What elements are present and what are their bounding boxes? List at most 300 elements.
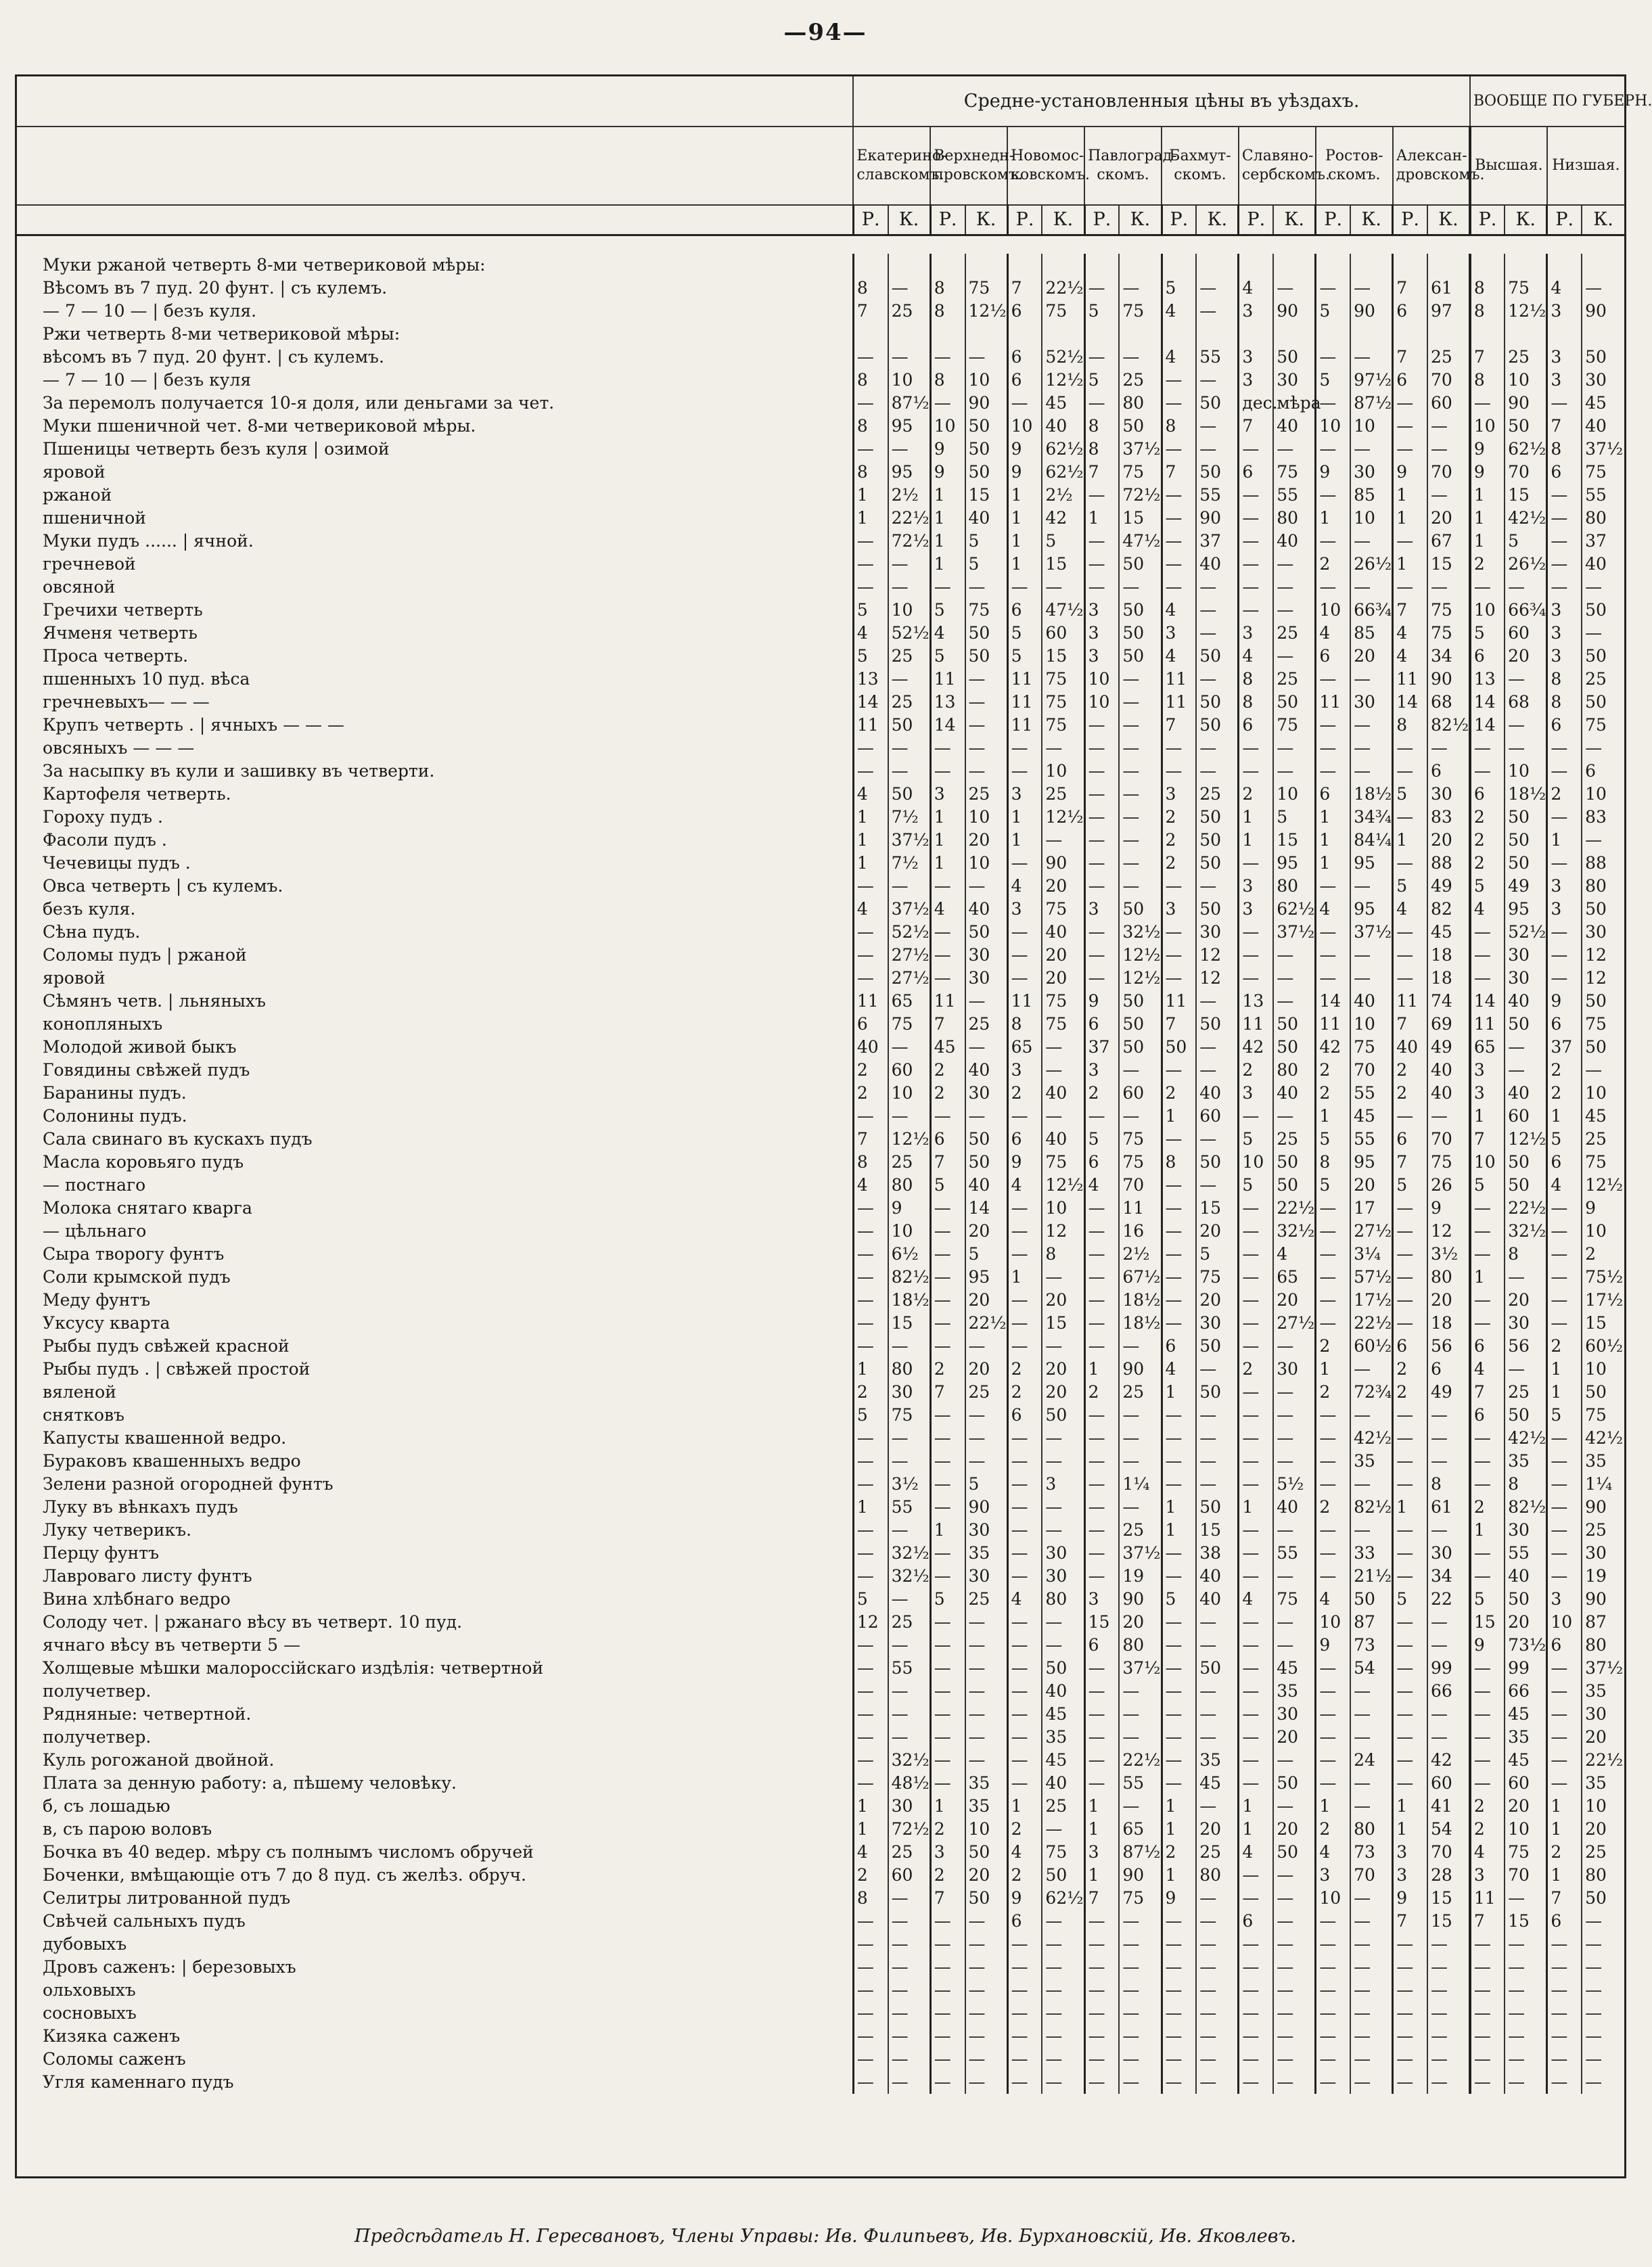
kop-cell: 10 bbox=[1273, 783, 1316, 806]
row-label: Бочка въ 40 ведер. мѣру съ полнымъ числомъ обручей bbox=[43, 1841, 534, 1862]
rub-cell: 1 bbox=[1007, 530, 1042, 553]
rub-cell: — bbox=[1007, 944, 1042, 967]
rub-cell: — bbox=[1007, 1243, 1042, 1266]
rub-cell: — bbox=[1316, 1749, 1350, 1772]
kop-cell: — bbox=[1350, 1404, 1393, 1427]
kop-cell: — bbox=[1350, 1703, 1393, 1726]
kop-cell: 80 bbox=[1273, 1059, 1316, 1082]
rub-cell: — bbox=[1162, 1634, 1196, 1657]
rub-cell: — bbox=[930, 2071, 965, 2094]
rub-cell: 2 bbox=[1084, 1082, 1119, 1105]
rub-cell: 6 bbox=[930, 1128, 965, 1151]
kop-cell bbox=[888, 254, 931, 277]
rub-cell: — bbox=[1007, 1956, 1042, 1979]
kop-cell: 70 bbox=[1505, 1864, 1547, 1887]
kop-cell: 17½ bbox=[1582, 1289, 1624, 1312]
rub-cell: 1 bbox=[930, 806, 965, 829]
kop-cell: 87 bbox=[1582, 1611, 1624, 1634]
rub-cell: 2 bbox=[1162, 806, 1196, 829]
kop-cell: 69 bbox=[1427, 1013, 1470, 1036]
rub-cell: 4 bbox=[1239, 277, 1273, 300]
row-label: Картофеля четверть. bbox=[43, 783, 231, 804]
rub-cell: — bbox=[1393, 1956, 1427, 1979]
kop-cell: 75 bbox=[1042, 990, 1084, 1013]
rub-cell: 8 bbox=[1393, 714, 1427, 737]
rub-cell: — bbox=[1239, 1243, 1273, 1266]
rub-cell: — bbox=[1084, 806, 1119, 829]
price-row bbox=[17, 1036, 1624, 1059]
kop-cell: — bbox=[1119, 1933, 1162, 1956]
rub-cell: 6 bbox=[1239, 1910, 1273, 1933]
kop-cell: 12 bbox=[1042, 1220, 1084, 1243]
kop-cell: — bbox=[965, 1910, 1008, 1933]
kop-cell: 20 bbox=[1196, 1220, 1239, 1243]
rub-cell: — bbox=[1162, 1289, 1196, 1312]
rub-cell: 1 bbox=[1547, 1105, 1582, 1128]
rub-cell: 10 bbox=[1470, 1151, 1505, 1174]
rub-cell: 10 bbox=[1316, 1611, 1350, 1634]
row-label: Фасоли пудъ . bbox=[43, 829, 167, 850]
row-label: Солонины пудъ. bbox=[43, 1105, 187, 1126]
rub-cell: 3 bbox=[1084, 898, 1119, 921]
kop-cell: — bbox=[888, 346, 931, 369]
kop-cell: — bbox=[888, 1588, 931, 1611]
row-label: овсяныхъ — — — bbox=[43, 737, 195, 758]
kop-cell: — bbox=[1350, 2025, 1393, 2048]
rub-cell: — bbox=[1007, 1933, 1042, 1956]
row-label: в, съ парою воловъ bbox=[43, 1818, 212, 1839]
kop-cell: — bbox=[1042, 1059, 1084, 1082]
rub-cell: 10 bbox=[930, 415, 965, 438]
kop-cell: 25 bbox=[888, 1841, 931, 1864]
kop-cell: 6 bbox=[1427, 760, 1470, 783]
row-label: Гороху пудъ . bbox=[43, 806, 163, 827]
kop-cell: — bbox=[1273, 1933, 1316, 1956]
rub-cell: — bbox=[1393, 944, 1427, 967]
rub-cell: 6 bbox=[1162, 1335, 1196, 1358]
rub-cell: 11 bbox=[1470, 1013, 1505, 1036]
kop-cell: — bbox=[1042, 1979, 1084, 2002]
rub-cell: — bbox=[1470, 2025, 1505, 2048]
kop-cell: 15 bbox=[1427, 1887, 1470, 1910]
kop-cell: 22½ bbox=[1505, 1197, 1547, 1220]
rub-cell: — bbox=[1162, 484, 1196, 507]
rub-cell: 4 bbox=[930, 898, 965, 921]
kop-cell: 16 bbox=[1119, 1220, 1162, 1243]
kop-cell: — bbox=[965, 1933, 1008, 1956]
rub-cell: — bbox=[853, 1289, 888, 1312]
rub-cell: — bbox=[1470, 1312, 1505, 1335]
price-row bbox=[17, 2025, 1624, 2048]
kop-cell: 55 bbox=[1273, 1542, 1316, 1565]
kop-cell: 97 bbox=[1427, 300, 1470, 323]
kop-cell: — bbox=[1042, 1266, 1084, 1289]
kop-cell: 15 bbox=[1427, 1910, 1470, 1933]
kop-cell: — bbox=[1119, 1910, 1162, 1933]
price-row bbox=[17, 898, 1624, 921]
kop-cell: 66 bbox=[1505, 1680, 1547, 1703]
rub-cell: 11 bbox=[1162, 668, 1196, 691]
kop-unit-header: К. bbox=[1350, 205, 1393, 235]
kop-cell: 18½ bbox=[1119, 1289, 1162, 1312]
rub-cell: — bbox=[1316, 875, 1350, 898]
rub-cell: 8 bbox=[853, 369, 888, 392]
rub-cell: — bbox=[853, 1473, 888, 1496]
kop-cell: 50 bbox=[1273, 1036, 1316, 1059]
rub-cell: 2 bbox=[930, 1864, 965, 1887]
rub-cell: 2 bbox=[1316, 1818, 1350, 1841]
kop-cell: — bbox=[1119, 714, 1162, 737]
kop-cell: — bbox=[1427, 1979, 1470, 2002]
rub-cell: — bbox=[1393, 2071, 1427, 2094]
kop-cell: — bbox=[888, 438, 931, 461]
rub-cell: 1 bbox=[1007, 507, 1042, 530]
kop-cell: 75 bbox=[1042, 691, 1084, 714]
kop-cell: 75 bbox=[1042, 898, 1084, 921]
kop-cell bbox=[1042, 323, 1084, 346]
rub-cell: — bbox=[1547, 737, 1582, 760]
rub-cell: 5 bbox=[1393, 1174, 1427, 1197]
price-row bbox=[17, 806, 1624, 829]
rub-cell: — bbox=[1547, 1312, 1582, 1335]
kop-cell: 66¾ bbox=[1505, 599, 1547, 622]
kop-cell: 30 bbox=[1582, 1703, 1624, 1726]
rub-cell: 13 bbox=[853, 668, 888, 691]
row-label: Муки пшеничной чет. 8-ми четвериковой мѣры. bbox=[43, 415, 476, 436]
rub-cell: 3 bbox=[1239, 875, 1273, 898]
kop-cell: 30 bbox=[1505, 944, 1547, 967]
kop-cell: 7½ bbox=[888, 852, 931, 875]
rub-cell: — bbox=[1162, 1772, 1196, 1795]
rub-cell: 5 bbox=[1393, 875, 1427, 898]
kop-cell: — bbox=[965, 2025, 1008, 2048]
kop-cell: — bbox=[965, 714, 1008, 737]
kop-cell: 12½ bbox=[1505, 300, 1547, 323]
rub-cell: — bbox=[1162, 1312, 1196, 1335]
rub-cell: — bbox=[1547, 1450, 1582, 1473]
kop-cell: 27½ bbox=[1273, 1312, 1316, 1335]
rub-cell: — bbox=[930, 967, 965, 990]
kop-cell: 26½ bbox=[1505, 553, 1547, 576]
rub-unit-header: Р. bbox=[1084, 205, 1119, 235]
price-row bbox=[17, 1588, 1624, 1611]
kop-cell: мѣра bbox=[1273, 392, 1316, 415]
kop-cell: 30 bbox=[1042, 1542, 1084, 1565]
kop-cell: 25 bbox=[888, 645, 931, 668]
row-label: ржаной bbox=[43, 484, 112, 505]
kop-cell: 60 bbox=[1119, 1082, 1162, 1105]
rub-cell: — bbox=[1393, 760, 1427, 783]
kop-cell: 25 bbox=[1042, 783, 1084, 806]
rub-cell: — bbox=[1547, 553, 1582, 576]
row-label: Капусты квашенной ведро. bbox=[43, 1427, 287, 1448]
district-header: Бахмут-скомъ. bbox=[1162, 127, 1239, 205]
kop-cell: 25 bbox=[888, 1611, 931, 1634]
kop-cell: 60 bbox=[1505, 622, 1547, 645]
row-label: Сыра творогу фунтъ bbox=[43, 1243, 225, 1264]
rub-cell: 65 bbox=[1470, 1036, 1505, 1059]
kop-cell: 75 bbox=[1042, 1841, 1084, 1864]
kop-cell: — bbox=[888, 553, 931, 576]
rub-cell: 15 bbox=[1470, 1611, 1505, 1634]
kop-cell: 12 bbox=[1582, 944, 1624, 967]
row-label: Рядняные: четвертной. bbox=[43, 1703, 252, 1724]
rub-cell: 5 bbox=[1084, 300, 1119, 323]
rub-cell: 2 bbox=[1470, 1818, 1505, 1841]
rub-cell: 6 bbox=[1239, 714, 1273, 737]
kop-cell: 22½ bbox=[1042, 277, 1084, 300]
rub-cell: — bbox=[1084, 1220, 1119, 1243]
rub-cell: — bbox=[1316, 668, 1350, 691]
rub-cell: — bbox=[853, 1220, 888, 1243]
rub-cell: 8 bbox=[1162, 415, 1196, 438]
rub-cell bbox=[1393, 323, 1427, 346]
kop-cell: — bbox=[1273, 1335, 1316, 1358]
kop-cell: — bbox=[1119, 576, 1162, 599]
kop-cell: — bbox=[965, 1634, 1008, 1657]
rub-cell: — bbox=[853, 1197, 888, 1220]
kop-cell: — bbox=[1350, 1887, 1393, 1910]
rub-cell: — bbox=[853, 1427, 888, 1450]
kop-cell: 99 bbox=[1427, 1657, 1470, 1680]
rub-cell: 1 bbox=[1470, 484, 1505, 507]
kop-cell: 35 bbox=[1505, 1726, 1547, 1749]
rub-cell: — bbox=[1239, 1105, 1273, 1128]
rub-cell: — bbox=[1084, 484, 1119, 507]
kop-cell bbox=[1582, 323, 1624, 346]
rub-cell: — bbox=[1162, 438, 1196, 461]
rub-cell: — bbox=[1084, 1703, 1119, 1726]
kop-cell: 15 bbox=[1427, 553, 1470, 576]
rub-cell: 14 bbox=[1393, 691, 1427, 714]
price-row bbox=[17, 346, 1624, 369]
rub-cell: 4 bbox=[1316, 1841, 1350, 1864]
kop-cell: 25 bbox=[965, 783, 1008, 806]
rub-cell: — bbox=[1470, 1956, 1505, 1979]
rub-cell: 5 bbox=[1470, 875, 1505, 898]
kop-cell: 25 bbox=[1196, 1841, 1239, 1864]
rub-cell: — bbox=[1239, 599, 1273, 622]
rub-cell: — bbox=[1007, 1680, 1042, 1703]
kop-cell: — bbox=[1273, 2048, 1316, 2071]
price-row bbox=[17, 1427, 1624, 1450]
rub-cell: 4 bbox=[1239, 1841, 1273, 1864]
kop-cell: 6 bbox=[1427, 1358, 1470, 1381]
price-row bbox=[17, 323, 1624, 346]
rub-cell: — bbox=[1316, 1933, 1350, 1956]
kop-cell: — bbox=[1273, 1105, 1316, 1128]
rub-cell: 4 bbox=[1547, 277, 1582, 300]
row-label: Плата за денную работу: а, пѣшему человѣку. bbox=[43, 1772, 457, 1793]
rub-cell: 2 bbox=[853, 1381, 888, 1404]
rub-cell: 1 bbox=[1239, 806, 1273, 829]
rub-cell: — bbox=[1393, 1933, 1427, 1956]
rub-cell: — bbox=[1547, 2025, 1582, 2048]
kop-cell: 20 bbox=[1273, 1726, 1316, 1749]
rub-unit-header: Р. bbox=[930, 205, 965, 235]
rub-cell: — bbox=[1393, 1266, 1427, 1289]
price-row bbox=[17, 714, 1624, 737]
rub-cell: — bbox=[1084, 1312, 1119, 1335]
rub-cell: — bbox=[1162, 1565, 1196, 1588]
rub-cell: — bbox=[1393, 1611, 1427, 1634]
kop-cell: — bbox=[888, 737, 931, 760]
kop-cell: 12½ bbox=[965, 300, 1008, 323]
kop-cell: 50 bbox=[1350, 1588, 1393, 1611]
kop-cell: 10 bbox=[888, 1082, 931, 1105]
page-number: —94— bbox=[783, 19, 867, 46]
rub-cell: 6 bbox=[1007, 300, 1042, 323]
kop-cell: — bbox=[965, 1979, 1008, 2002]
kop-cell: — bbox=[1505, 576, 1547, 599]
kop-cell: — bbox=[1119, 760, 1162, 783]
kop-cell: — bbox=[1042, 1036, 1084, 1059]
kop-cell bbox=[1350, 323, 1393, 346]
kop-cell: 40 bbox=[965, 1174, 1008, 1197]
rub-cell: — bbox=[1393, 1289, 1427, 1312]
kop-cell bbox=[1273, 323, 1316, 346]
rub-cell: 9 bbox=[1470, 461, 1505, 484]
kop-cell: 30 bbox=[888, 1795, 931, 1818]
kop-cell: 49 bbox=[1427, 875, 1470, 898]
rub-cell: — bbox=[1084, 829, 1119, 852]
kop-cell: 20 bbox=[1505, 1795, 1547, 1818]
kop-cell: 56 bbox=[1505, 1335, 1547, 1358]
rub-cell: — bbox=[1547, 392, 1582, 415]
kop-cell: 25 bbox=[1042, 1795, 1084, 1818]
kop-cell: 75½ bbox=[1582, 1266, 1624, 1289]
price-row bbox=[17, 1749, 1624, 1772]
rub-cell: — bbox=[1547, 1289, 1582, 1312]
rub-cell: — bbox=[1547, 1956, 1582, 1979]
kop-cell: — bbox=[1273, 2002, 1316, 2025]
row-label: получетвер. bbox=[43, 1726, 152, 1747]
kop-cell: 27½ bbox=[1350, 1220, 1393, 1243]
kop-cell: 65 bbox=[888, 990, 931, 1013]
kop-cell: 85 bbox=[1350, 622, 1393, 645]
kop-cell: — bbox=[1119, 1059, 1162, 1082]
rub-cell: 11 bbox=[1393, 990, 1427, 1013]
kop-cell: — bbox=[1119, 1956, 1162, 1979]
rub-cell: 8 bbox=[853, 461, 888, 484]
kop-cell: — bbox=[1196, 1680, 1239, 1703]
rub-cell: 2 bbox=[1239, 783, 1273, 806]
kop-cell: 80 bbox=[1582, 507, 1624, 530]
rub-cell: 1 bbox=[1393, 553, 1427, 576]
rub-cell: 1 bbox=[1162, 1519, 1196, 1542]
kop-cell: 10 bbox=[1505, 760, 1547, 783]
kop-cell: — bbox=[1427, 2048, 1470, 2071]
kop-cell: 12½ bbox=[888, 1128, 931, 1151]
rub-cell: — bbox=[1316, 1404, 1350, 1427]
kop-cell: 25 bbox=[965, 1013, 1008, 1036]
kop-cell: 50 bbox=[965, 1128, 1008, 1151]
rub-cell: 3 bbox=[1547, 346, 1582, 369]
rub-cell: — bbox=[930, 1726, 965, 1749]
rub-cell: — bbox=[1239, 1220, 1273, 1243]
row-label: дубовыхъ bbox=[43, 1933, 127, 1954]
kop-cell: 35 bbox=[1582, 1772, 1624, 1795]
kop-cell: — bbox=[1119, 852, 1162, 875]
kop-cell: — bbox=[1273, 1749, 1316, 1772]
kop-cell: 50 bbox=[965, 1151, 1008, 1174]
rub-cell: — bbox=[1084, 1565, 1119, 1588]
kop-cell: 80 bbox=[1273, 875, 1316, 898]
kop-cell: — bbox=[1350, 875, 1393, 898]
kop-cell: 66 bbox=[1427, 1680, 1470, 1703]
price-row bbox=[17, 691, 1624, 714]
rub-cell: 1 bbox=[930, 530, 965, 553]
kop-cell: 62½ bbox=[1505, 438, 1547, 461]
rub-cell: 9 bbox=[930, 438, 965, 461]
rub-cell: — bbox=[1393, 1726, 1427, 1749]
kop-cell: 20 bbox=[1582, 1726, 1624, 1749]
rub-cell: 1 bbox=[1239, 1818, 1273, 1841]
kop-cell: — bbox=[1119, 1979, 1162, 2002]
rub-cell: — bbox=[1084, 760, 1119, 783]
rub-cell: — bbox=[930, 1749, 965, 1772]
rub-cell: 4 bbox=[1162, 645, 1196, 668]
kop-cell: — bbox=[1119, 2048, 1162, 2071]
kop-cell: 75 bbox=[1119, 461, 1162, 484]
kop-cell: — bbox=[1273, 1381, 1316, 1404]
rub-cell: 6 bbox=[1470, 645, 1505, 668]
kop-cell: — bbox=[1427, 1726, 1470, 1749]
rub-cell: 1 bbox=[1084, 507, 1119, 530]
kop-cell: 40 bbox=[1196, 553, 1239, 576]
rub-cell: 1 bbox=[1162, 1864, 1196, 1887]
rub-cell: — bbox=[1007, 1519, 1042, 1542]
kop-cell: 49 bbox=[1427, 1381, 1470, 1404]
kop-cell: 22½ bbox=[1273, 1197, 1316, 1220]
rub-cell: — bbox=[930, 2002, 965, 2025]
rub-cell: — bbox=[1239, 1703, 1273, 1726]
kop-cell: 62½ bbox=[1042, 1887, 1084, 1910]
rub-cell: 7 bbox=[1007, 277, 1042, 300]
kop-cell: 60½ bbox=[1582, 1335, 1624, 1358]
kop-cell: — bbox=[1582, 622, 1624, 645]
rub-cell: 3 bbox=[1547, 875, 1582, 898]
rub-cell: 5 bbox=[1470, 622, 1505, 645]
kop-cell: 50 bbox=[1196, 1496, 1239, 1519]
rub-cell: — bbox=[1162, 576, 1196, 599]
kop-cell: 75 bbox=[1042, 1013, 1084, 1036]
kop-cell: 10 bbox=[1505, 1818, 1547, 1841]
rub-cell: — bbox=[1084, 392, 1119, 415]
kop-cell: — bbox=[888, 1105, 931, 1128]
kop-cell: 80 bbox=[1273, 507, 1316, 530]
price-row bbox=[17, 2048, 1624, 2071]
rub-cell: 1 bbox=[1547, 829, 1582, 852]
rub-unit-header: Р. bbox=[1393, 205, 1427, 235]
rub-cell: 13 bbox=[1239, 990, 1273, 1013]
rub-cell: 4 bbox=[853, 622, 888, 645]
kop-cell: 20 bbox=[1042, 944, 1084, 967]
rub-cell: — bbox=[1162, 1542, 1196, 1565]
rub-cell: 65 bbox=[1007, 1036, 1042, 1059]
kop-cell: 30 bbox=[1505, 967, 1547, 990]
rub-cell: — bbox=[1162, 944, 1196, 967]
rub-cell: — bbox=[1547, 1772, 1582, 1795]
rub-cell: — bbox=[1470, 760, 1505, 783]
kop-cell: — bbox=[888, 576, 931, 599]
row-label: Угля каменнаго пудъ bbox=[43, 2071, 234, 2092]
kop-cell: 50 bbox=[1273, 1174, 1316, 1197]
rub-cell: 3 bbox=[1470, 1059, 1505, 1082]
kop-cell: 30 bbox=[1582, 1542, 1624, 1565]
kop-cell: 50 bbox=[1582, 346, 1624, 369]
kop-cell: — bbox=[1119, 1404, 1162, 1427]
